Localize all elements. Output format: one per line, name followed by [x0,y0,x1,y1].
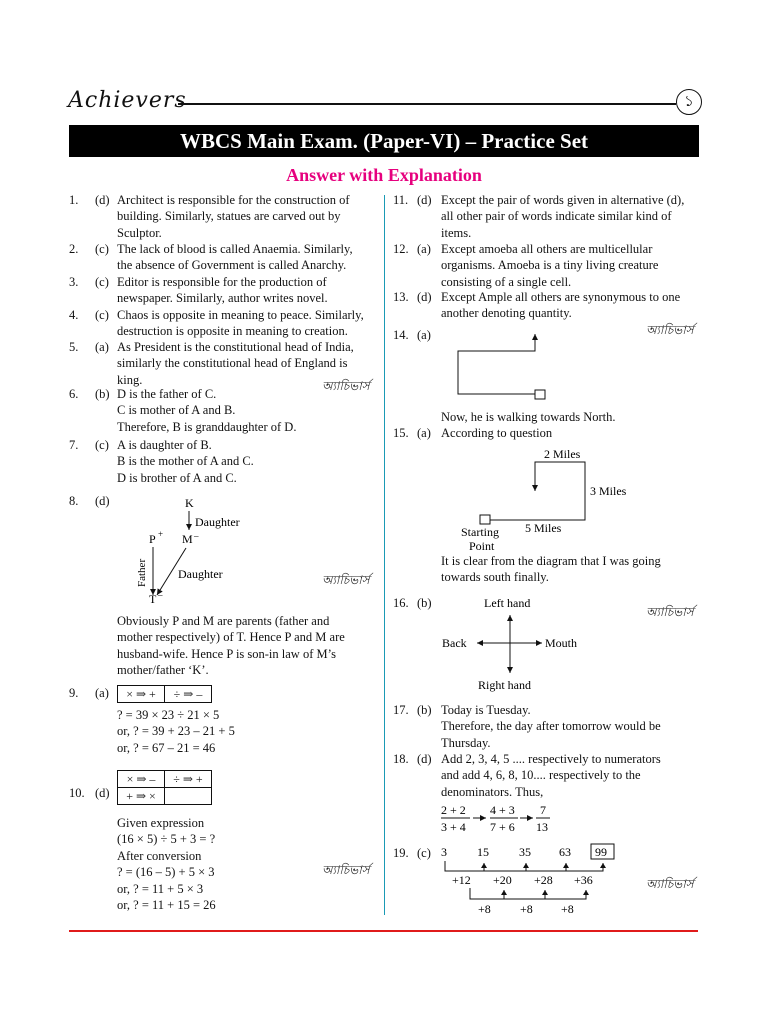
watermark-stamp: অ্যাচিভার্স [646,605,694,619]
label-right: 3 Miles [590,484,627,498]
answer-7 [69,437,377,487]
answer-option: (d) [417,193,432,207]
explanation-line: and add 4, 6, 8, 10.... respectively to the [441,768,641,783]
first-difference: +36 [574,873,593,887]
explanation-line: items. [441,225,472,240]
answer-option: (c) [95,438,109,452]
first-difference: +28 [534,873,553,887]
label-left-hand: Left hand [484,596,531,610]
second-bracket [504,890,545,899]
explanation-line: similarly the constitutional head of England is [117,356,348,371]
answer-14-label [393,327,443,345]
working-line: After conversion [117,848,202,863]
operator-cell: + ⇒ × [118,788,165,805]
explanation-line: the absence of Government is called Anarchy. [117,258,347,273]
operator-cell: ÷ ⇒ – [165,686,212,703]
diff-bracket [484,863,526,871]
answer-3 [69,274,377,308]
operator-cell [165,788,212,805]
working-line: or, ? = 11 + 5 × 3 [117,881,204,896]
working-line: ? = 39 × 23 ÷ 21 × 5 [117,708,220,722]
explanation-line: Thursday. [441,735,491,750]
explanation-line: D is brother of A and C. [117,470,237,485]
explanation-line: mother respectively) of T. Hence P and M are [117,630,345,645]
node-p: P [149,532,156,546]
second-difference: +8 [520,902,533,916]
watermark-stamp: অ্যাচিভার্স [322,379,370,393]
fraction-sequence [438,800,568,836]
answer-option: (c) [417,846,431,860]
answer-option: (c) [95,242,109,256]
label-daughter: Daughter [178,567,223,581]
journey-diagram [455,445,640,555]
label-father: Father [136,558,148,587]
answer-option: (d) [95,786,110,800]
label-daughter: Daughter [195,515,240,529]
node-m: M [182,532,193,546]
header-rule [178,103,676,105]
question-number: 10. [69,786,85,800]
explanation-line: destruction is opposite in meaning to creation. [117,324,348,339]
watermark-stamp: অ্যাচিভার্স [646,323,694,337]
question-number: 16. [393,596,409,610]
operator-cell: × ⇒ + [118,686,165,703]
explanation-line: Except amoeba all others are multicellular [441,242,653,256]
explanation-line: husband-wife. Hence P is son-in law of M’s [117,646,336,661]
explanation-line: C is mother of A and B. [117,403,236,418]
numerator: 7 [540,803,546,817]
path-line [458,334,535,394]
sign-plus: + [158,529,164,539]
direction-path-diagram [448,330,553,402]
first-difference: +20 [493,873,512,887]
first-difference: +12 [452,873,471,887]
answer-9-label [69,685,109,703]
explanation-line: all other pair of words indicate similar kind of [441,209,672,224]
explanation-line: Editor is responsible for the production of [117,275,327,289]
question-number: 5. [69,340,79,354]
explanation-line: Chaos is opposite in meaning to peace. Similarly, [117,308,364,322]
explanation-line: king. [117,372,143,387]
answer-16-label [393,595,443,613]
question-number: 7. [69,438,79,452]
question-number: 19. [393,846,409,860]
answer-19-label [393,845,443,863]
question-number: 12. [393,242,409,256]
answer-option: (a) [417,242,431,256]
explanation-line: another denoting quantity. [441,306,572,321]
second-difference: +8 [478,902,491,916]
explanation-line: mother/father ‘K’. [117,663,209,678]
explanation-line: According to question [441,426,553,440]
question-number: 15. [393,426,409,440]
column-divider [384,195,385,915]
brand-logo: Achievers [68,88,187,113]
answer-option: (d) [417,752,432,766]
explanation-line: Except the pair of words given in alternative (d), [441,193,685,207]
explanation-line: denominators. Thus, [441,784,544,799]
answer-9-working [117,707,377,757]
working-line: (16 × 5) ÷ 5 + 3 = ? [117,832,216,847]
path-line [490,462,585,520]
label-mouth: Mouth [545,636,578,650]
start-point-box [535,390,545,399]
watermark-stamp: অ্যাচিভার্স [322,573,370,587]
explanation-line: The lack of blood is called Anaemia. Similarly, [117,242,353,256]
answer-6 [69,386,377,436]
answer-option: (a) [95,686,109,700]
section-subtitle: Answer with Explanation [286,165,482,185]
node-k: K [185,496,194,510]
question-number: 18. [393,752,409,766]
series-term: 3 [441,845,447,859]
explanation-line: newspaper. Similarly, author writes novel. [117,291,328,306]
operator-cell: × ⇒ – [118,771,165,788]
numerator: 4 + 3 [490,803,515,817]
series-term: 63 [559,845,571,859]
explanation-line: Obviously P and M are parents (father and [117,614,330,628]
explanation-line: As President is the constitutional head of India, [117,340,354,354]
watermark-stamp: অ্যাচিভার্স [322,863,370,877]
working-line: or, ? = 67 – 21 = 46 [117,740,216,755]
answer-option: (d) [417,290,432,304]
question-number: 2. [69,242,79,256]
label-bottom: 5 Miles [525,521,562,535]
watermark-stamp: অ্যাচিভার্স [646,877,694,891]
explanation-line: Now, he is walking towards North. [441,410,616,424]
family-tree-diagram [130,495,270,605]
label-right-hand: Right hand [478,678,531,692]
answer-option: (b) [95,387,110,401]
label-top: 2 Miles [544,447,581,461]
answer-8-label [69,493,110,511]
label-start: Point [469,539,495,553]
explanation-line: Architect is responsible for the construction of [117,193,350,207]
operator-table [117,770,212,805]
diff-bracket [445,861,484,871]
explanation-line: Therefore, B is granddaughter of D. [117,419,297,434]
question-number: 3. [69,275,79,289]
working-line: or, ? = 11 + 15 = 26 [117,898,216,913]
explanation-line: building. Similarly, statues are carved out by [117,209,341,224]
answer-18 [393,751,700,801]
sign-minus: – [194,531,199,541]
question-number: 13. [393,290,409,304]
answer-option: (c) [95,275,109,289]
answer-15 [393,425,700,443]
answer-option: (d) [95,494,110,508]
footer-rule [69,930,698,932]
answer-option: (b) [417,596,432,610]
question-number: 6. [69,387,79,401]
explanation-line: A is daughter of B. [117,438,212,452]
answer-1 [69,192,377,242]
answer-10-label [69,785,110,803]
page-number: ১ [676,89,702,115]
explanation-line: organisms. Amoeba is a tiny living creature [441,258,659,273]
denominator: 3 + 4 [441,820,466,834]
series-term: 35 [519,845,531,859]
question-number: 1. [69,193,79,207]
question-number: 14. [393,328,409,342]
answer-11 [393,192,700,242]
numerator: 2 + 2 [441,803,466,817]
explanation-line: towards south finally. [441,570,549,585]
question-number: 11. [393,193,409,207]
series-term: 99 [595,845,607,859]
operator-table [117,685,212,703]
question-number: 17. [393,703,409,717]
explanation-line: Sculptor. [117,225,162,240]
explanation-line: Today is Tuesday. [441,703,531,717]
start-point-box [480,515,490,524]
answer-option: (b) [417,703,432,717]
label-back: Back [442,636,467,650]
page-title: WBCS Main Exam. (Paper-VI) – Practice Set [69,125,699,157]
node-t: T [149,592,157,605]
second-difference: +8 [561,902,574,916]
explanation-line: consisting of a single cell. [441,274,572,289]
question-number: 9. [69,686,79,700]
explanation-line: Therefore, the day after tomorrow would be [441,719,661,734]
answer-13 [393,289,700,323]
answer-4 [69,307,377,341]
denominator: 7 + 6 [490,820,515,834]
answer-8-explanation [117,613,376,679]
answer-option: (a) [95,340,109,354]
sign-minus: – [158,590,163,600]
answer-option: (a) [417,328,431,342]
answer-option: (a) [417,426,431,440]
explanation-line: Except Ample all others are synonymous to one [441,290,681,304]
explanation-line: D is the father of C. [117,387,217,401]
working-line: Given expression [117,816,205,830]
diff-bracket [526,863,566,871]
answer-17 [393,702,700,752]
answer-2 [69,241,377,275]
diff-bracket [566,863,603,871]
denominator: 13 [536,820,548,834]
question-number: 8. [69,494,79,508]
explanation-line: It is clear from the diagram that I was going [441,554,661,568]
working-line: or, ? = 39 + 23 – 21 + 5 [117,724,235,739]
question-number: 4. [69,308,79,322]
number-series-diagram [438,843,628,918]
explanation-line: Add 2, 3, 4, 5 .... respectively to numerators [441,752,661,766]
explanation-line: B is the mother of A and C. [117,454,254,469]
operator-cell: ÷ ⇒ + [165,771,212,788]
answer-12 [393,241,700,291]
series-term: 15 [477,845,489,859]
answer-option: (d) [95,193,110,207]
working-line: ? = (16 – 5) + 5 × 3 [117,865,215,880]
answer-15-explanation [441,553,700,587]
second-bracket [545,890,586,899]
second-bracket [470,888,504,899]
compass-diagram [440,594,610,694]
answer-option: (c) [95,308,109,322]
label-start: Starting [461,525,499,539]
